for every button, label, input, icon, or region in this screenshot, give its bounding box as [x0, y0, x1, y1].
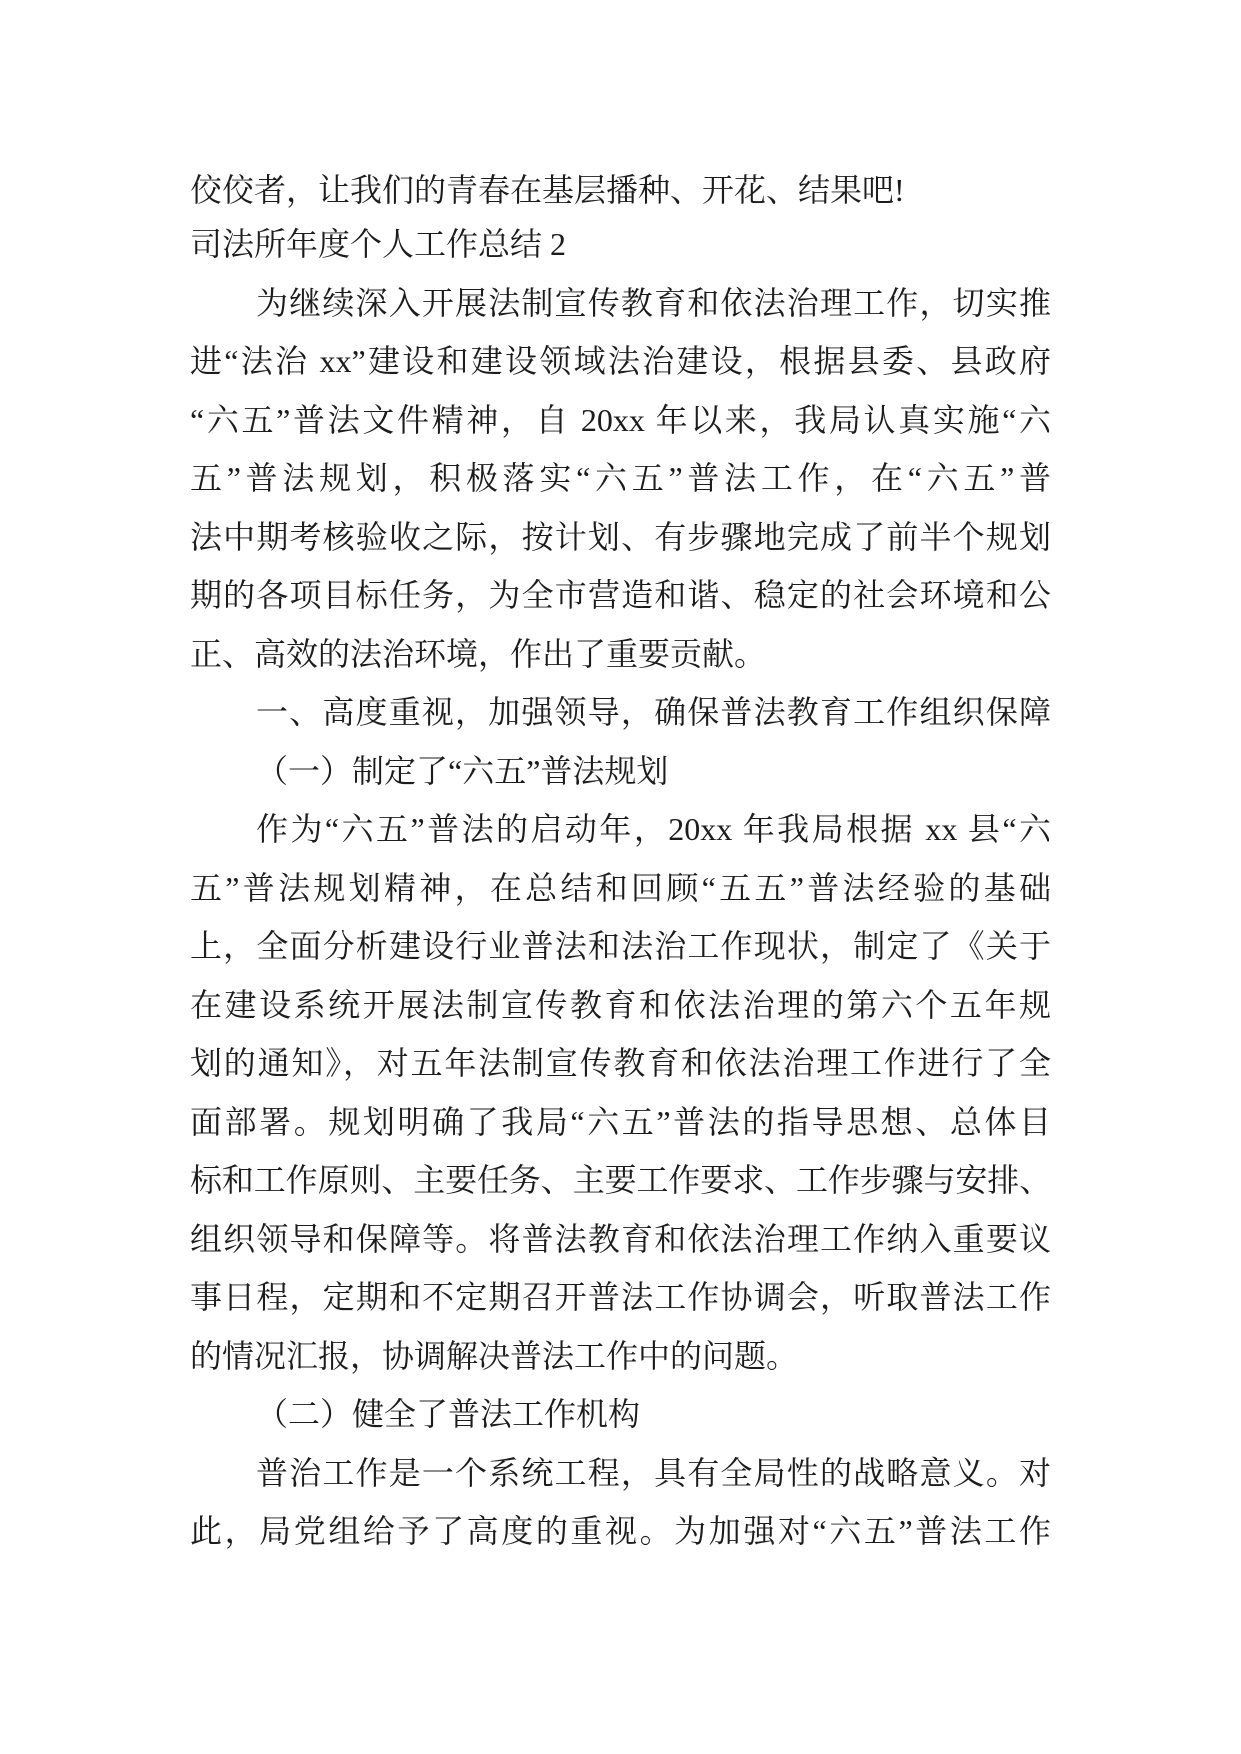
subheading-1: （一）制定了“六五”普法规划	[256, 752, 669, 789]
paragraph-1-line: 划的通知》，对五年法制宣传教育和依法治理工作进行了全	[190, 1045, 1051, 1081]
paragraph-1-line: 作为“六五”普法的启动年，20xx 年我局根据 xx 县“六	[256, 811, 1051, 847]
intro-line: 为继续深入开展法制宣传教育和依法治理工作，切实推	[256, 284, 1051, 321]
paragraph-1-line: 面部署。规划明确了我局“六五”普法的指导思想、总体目	[190, 1103, 1051, 1140]
intro-line: 法中期考核验收之际，按计划、有步骤地完成了前半个规划	[190, 518, 1051, 555]
paragraph-1-line: 事日程，定期和不定期召开普法工作协调会，听取普法工作	[190, 1279, 1051, 1315]
intro-line: 期的各项目标任务，为全市营造和谐、稳定的社会环境和公	[190, 577, 1051, 613]
paragraph-1-line: 标和工作原则、主要任务、主要工作要求、工作步骤与安排、	[190, 1162, 1051, 1198]
paragraph-2-line: 此，局党组给予了高度的重视。为加强对“六五”普法工作	[190, 1513, 1051, 1549]
paragraph-1-line: 上，全面分析建设行业普法和法治工作现状，制定了《关于	[190, 928, 1051, 964]
intro-line: 正、高效的法治环境，作出了重要贡献。	[190, 635, 767, 672]
continuation-line: 佼佼者，让我们的青春在基层播种、开花、结果吧!	[190, 172, 905, 208]
paragraph-1-line: 五”普法规划精神，在总结和回顾“五五”普法经验的基础	[190, 869, 1051, 906]
paragraph-1-line: 的情况汇报，协调解决普法工作中的问题。	[190, 1337, 799, 1374]
intro-line: 五”普法规划，积极落实“六五”普法工作，在“六五”普	[190, 460, 1051, 496]
intro-line: “六五”普法文件精神，自 20xx 年以来，我局认真实施“六	[190, 401, 1051, 438]
intro-line: 进“法治 xx”建设和建设领域法治建设，根据县委、县政府	[190, 343, 1051, 379]
paragraph-1-line: 组织领导和保障等。将普法教育和依法治理工作纳入重要议	[190, 1220, 1051, 1257]
subheading-2: （二）健全了普法工作机构	[256, 1396, 641, 1432]
heading-1: 一、高度重视，加强领导，确保普法教育工作组织保障	[256, 694, 1051, 730]
paragraph-1-line: 在建设系统开展法制宣传教育和依法治理的第六个五年规	[190, 986, 1051, 1023]
paragraph-2-line: 普治工作是一个系统工程，具有全局性的战略意义。对	[256, 1454, 1051, 1491]
section-title: 司法所年度个人工作总结 2	[190, 226, 567, 262]
